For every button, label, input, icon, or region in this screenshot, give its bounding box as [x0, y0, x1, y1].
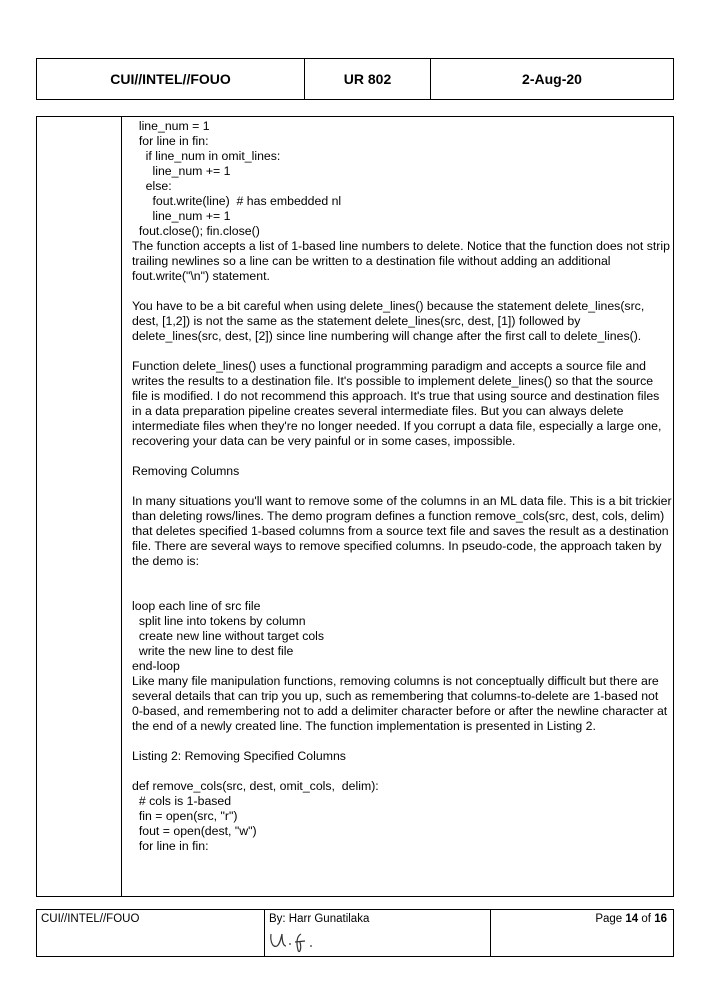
- footer-page-info: [491, 910, 673, 956]
- paragraph: Like many file manipulation functions, removing columns is not conceptually difficult but there are several details that can trip you up, such as remembering that columns-to-delete are 1-based not 0-based, and remembering not to add a delimiter character before or after the newline character at the end of a newly created line. The function implementation is presented in Listing 2.: [132, 674, 668, 733]
- pseudo-line: end-loop: [132, 659, 180, 673]
- pseudo-line: loop each line of src file: [132, 599, 261, 613]
- page-label: Page: [595, 913, 623, 925]
- paragraph: The function accepts a list of 1-based line numbers to delete. Notice that the function does not strip trailing newlines so a line can be written to a destination file without adding an additional fout.write("\n") statement.: [132, 239, 670, 283]
- section-heading: Removing Columns: [132, 464, 240, 478]
- pseudo-code-block: [132, 599, 672, 674]
- paragraph: Function delete_lines() uses a functional programming paradigm and accepts a source file and writes the results to a destination file. It's possible to implement delete_lines() so that the source file is modified. I do not recommend this approach. It's true that using source and destination files in a data preparation pipeline creates several intermediate files. But you can always delete intermediate files when they're no longer needed. If you corrupt a data file, especially a large one, recovering your data can be very painful or in some cases, impossible.: [132, 359, 662, 448]
- code1-line: line_num = 1: [132, 119, 210, 133]
- listing-caption: Listing 2: Removing Specified Columns: [132, 749, 346, 763]
- footer-table: [36, 909, 674, 957]
- page-number: 14: [625, 913, 639, 925]
- code-block-2: [132, 779, 672, 854]
- header-table: [36, 58, 674, 100]
- code2-line: fin = open(src, "r"): [132, 809, 238, 823]
- header-classification: CUI//INTEL//FOUO: [37, 59, 305, 99]
- footer-classification: CUI//INTEL//FOUO: [37, 910, 265, 956]
- pseudo-line: split line into tokens by column: [132, 614, 306, 628]
- footer-author: By: Harr Gunatilaka: [269, 913, 370, 925]
- code1-line: for line in fin:: [132, 134, 209, 148]
- column-divider: [121, 117, 122, 896]
- code2-line: for line in fin:: [132, 839, 209, 853]
- page-of-label: of: [641, 913, 651, 925]
- code1-line: if line_num in omit_lines:: [132, 149, 281, 163]
- code2-line: # cols is 1-based: [132, 794, 232, 808]
- code1-line: else:: [132, 179, 172, 193]
- header-report-id: UR 802: [305, 59, 431, 99]
- signature-icon: [267, 928, 327, 954]
- paragraph: In many situations you'll want to remove some of the columns in an ML data file. This is a bit trickier than deleting rows/lines. The demo program defines a function remove_cols(src, dest, cols, delim) that deletes specified 1-based columns from a source text file and saves the result as a destination file. There are several ways to remove specified columns. In pseudo-code, the approach taken by the demo is:: [132, 494, 672, 568]
- code1-line: line_num += 1: [132, 164, 231, 178]
- body-table: [36, 116, 674, 897]
- header-date: 2-Aug-20: [522, 71, 582, 87]
- code2-line: def remove_cols(src, dest, omit_cols, delim):: [132, 779, 379, 793]
- code1-line: fout.write(line) # has embedded nl: [132, 194, 342, 208]
- footer-author-cell: [265, 910, 491, 956]
- code-block-1: [132, 119, 672, 239]
- paragraph: You have to be a bit careful when using delete_lines() because the statement delete_lines(src, dest, [1,2]) is not the same as the statement delete_lines(src, dest, [1]) followed by delete_lines(src, dest, [2]) since line numbering will change after the first call to delete_lines().: [132, 299, 645, 343]
- page-total: 16: [654, 913, 667, 925]
- pseudo-line: write the new line to dest file: [132, 644, 294, 658]
- pseudo-line: create new line without target cols: [132, 629, 325, 643]
- code1-line: fout.close(); fin.close(): [132, 224, 260, 238]
- document-content: [132, 119, 672, 854]
- code2-line: fout = open(dest, "w"): [132, 824, 257, 838]
- code1-line: line_num += 1: [132, 209, 231, 223]
